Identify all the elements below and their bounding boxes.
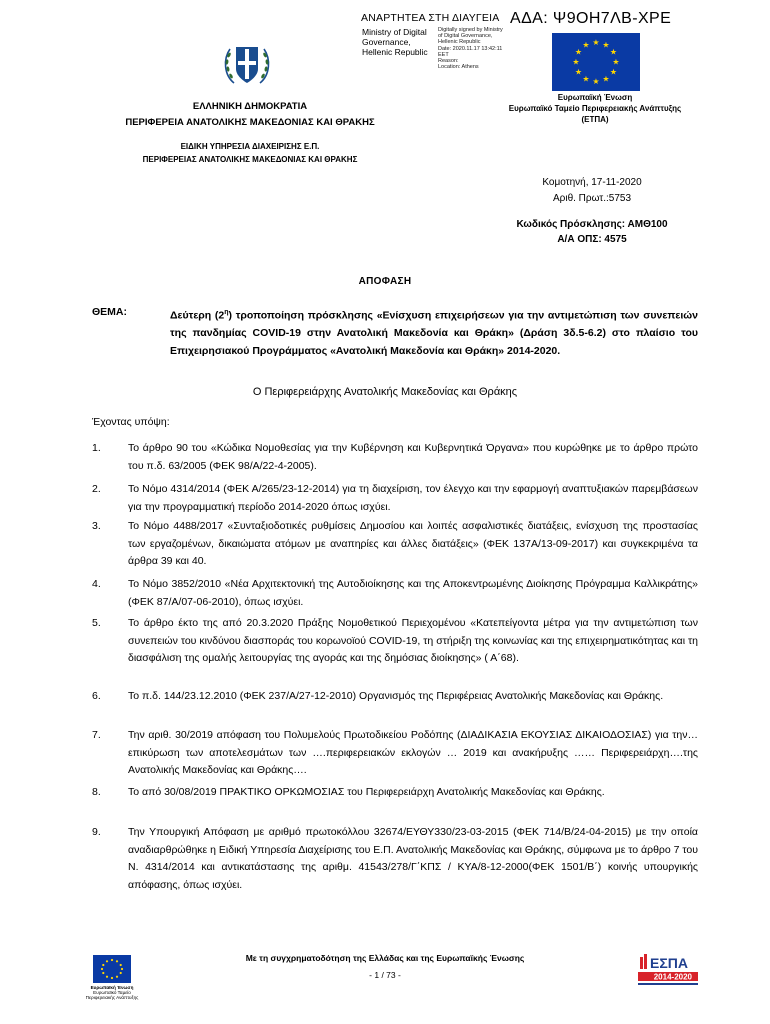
eu-line: (ΕΤΠΑ) bbox=[581, 115, 609, 124]
svg-text:★: ★ bbox=[609, 47, 618, 57]
managing-authority bbox=[110, 141, 390, 166]
list-item-text: Το Νόμο 4314/2014 (ΦΕΚ Α/265/23-12-2014) για τη διαχείριση, τον έλεγχο και την εφαρμογή αναπτυξιακών παρεμβάσεων για την προγραμματική περίοδο 2014-2020 όπως ισχύει. bbox=[128, 483, 698, 513]
list-item-text: Την Υπουργική Απόφαση με αριθμό πρωτοκόλλου 32674/ΕΥΘΥ330/23-03-2015 (ΦΕΚ 714/Β/24-04-2015) με την οποία αναδιαρθρώθηκε η Ειδική Υπηρεσία Διαχείρισης του Ε.Π. Ανατολικής Μακεδονίας και Θράκης, σύμφωνα με το άρθρο 7 του Ν. 4314/2014 και αντικατάστασης της αριθμ. 41543/278/Γ΄ΚΠΣ / ΚΥΑ/8-12-2000(ΦΕΚ 1501/Β΄) κοινής υπουργικής απόφασης, όπως ισχύει. bbox=[128, 826, 698, 891]
subject-prefix: Δεύτερη (2 bbox=[170, 309, 225, 322]
svg-text:★: ★ bbox=[592, 38, 600, 47]
considering-heading: Έχοντας υπόψη: bbox=[92, 416, 170, 428]
list-item-number: 6. bbox=[92, 690, 101, 702]
eu-fund-small-caption bbox=[82, 985, 142, 1000]
svg-text:★: ★ bbox=[602, 40, 610, 50]
authority-line: ΠΕΡΙΦΕΡΕΙΑ ΑΝΑΤΟΛΙΚΗΣ ΜΑΚΕΔΟΝΙΑΣ ΚΑΙ ΘΡΑΚΗΣ bbox=[125, 117, 375, 128]
list-item-number: 4. bbox=[92, 578, 101, 590]
list-item-number: 2. bbox=[92, 483, 101, 495]
subject-text bbox=[170, 304, 698, 360]
signing-authority bbox=[362, 28, 442, 57]
protocol-number: Αριθ. Πρωτ.:5753 bbox=[552, 193, 632, 204]
call-code-block bbox=[480, 217, 704, 247]
list-item-number: 7. bbox=[92, 729, 101, 741]
authority-line: ΕΛΛΗΝΙΚΗ ΔΗΜΟΚΡΑΤΙΑ bbox=[192, 101, 308, 112]
signature-line: of Digital Governance, bbox=[438, 33, 493, 40]
ministry-line: Hellenic Republic bbox=[362, 46, 428, 57]
svg-text:★: ★ bbox=[592, 77, 600, 86]
eu-small-line: Ευρωπαϊκή Ένωση bbox=[90, 985, 134, 990]
espa-years: 2014-2020 bbox=[653, 972, 692, 982]
svg-text:★: ★ bbox=[612, 57, 620, 67]
signature-line: Reason: bbox=[438, 58, 459, 65]
signature-line: Digitally signed by Ministry bbox=[438, 27, 503, 33]
regional-governor-heading: Ο Περιφερειάρχης Ανατολικής Μακεδονίας και Θράκης bbox=[252, 386, 518, 398]
svg-text:★: ★ bbox=[572, 57, 580, 67]
list-item-number: 8. bbox=[92, 786, 101, 798]
subject-rest: ) τροποποίηση πρόσκλησης «Ενίσχυση επιχειρήσεων για την αντιμετώπιση των συνεπειών της πανδημίας COVID-19 στην Ανατολική Μακεδονία και Θράκη» (Δράση 3δ.5-6.2) στο πλαίσιο του Επιχειρησιακού Προγράμματος «Ανατολική Μακεδονία και Θράκη» 2014-2020. bbox=[170, 309, 698, 357]
ministry-line: Governance, bbox=[362, 36, 411, 47]
date-protocol-block bbox=[480, 175, 704, 207]
ops-number: Α/Α ΟΠΣ: 4575 bbox=[557, 234, 627, 245]
signature-line: Date: 2020.11.17 13:42:11 bbox=[438, 45, 503, 52]
document-date: Κομοτηνή, 17-11-2020 bbox=[542, 177, 642, 188]
list-item-number: 3. bbox=[92, 520, 101, 532]
svg-text:★: ★ bbox=[602, 74, 610, 84]
signature-line: EET bbox=[438, 51, 449, 58]
greek-coat-of-arms-icon bbox=[220, 37, 274, 91]
svg-text:★: ★ bbox=[609, 67, 618, 77]
svg-text:★: ★ bbox=[582, 40, 590, 50]
subject-label: ΘΕΜΑ: bbox=[92, 306, 127, 318]
signature-line: Hellenic Republic bbox=[438, 39, 481, 46]
ada-code: ΑΔΑ: Ψ9ΟΗ7ΛΒ-ΧΡΕ bbox=[510, 10, 672, 27]
eu-small-line: Περιφερειακής Ανάπτυξης bbox=[85, 995, 139, 1000]
list-item-number: 9. bbox=[92, 826, 101, 838]
list-item-number: 5. bbox=[92, 617, 101, 629]
signature-label: ΑΝΑΡΤΗΤΕΑ ΣΤΗ ΔΙΑΥΓΕΙΑ bbox=[361, 12, 500, 24]
signature-line: Location: Athens bbox=[438, 64, 479, 71]
svg-text:★: ★ bbox=[574, 67, 583, 77]
espa-logo bbox=[636, 951, 700, 989]
eu-line: Ευρωπαϊκή Ένωση bbox=[557, 93, 633, 102]
eu-flag-icon bbox=[552, 33, 640, 91]
page-number: - 1 / 73 - bbox=[369, 970, 401, 980]
issuing-authority bbox=[110, 99, 390, 131]
ministry-line: Ministry of Digital bbox=[362, 27, 427, 37]
espa-logo-text: ΕΣΠΑ bbox=[650, 955, 688, 971]
list-item-text: Το π.δ. 144/23.12.2010 (ΦΕΚ 237/Α/27-12-2010) Οργανισμός της Περιφέρειας Ανατολικής Μακεδονίας και Θράκης. bbox=[128, 690, 664, 702]
list-item-text: Την αριθ. 30/2019 απόφαση του Πολυμελούς Πρωτοδικείου Ροδόπης (ΔΙΑΔΙΚΑΣΙΑ ΕΚΟΥΣΙΑΣ ΔΙΚΑΙΟΔΟΣΙΑΣ) για την… επικύρωση των αποτελεσμάτων των ….περιφερειακών εκλογών … 2019 και ανακήρυξης …… Περιφερειάρχη….της Ανατολικής Μακεδονίας και Θράκης…. bbox=[128, 729, 698, 776]
list-item-text: Το άρθρο έκτο της από 20.3.2020 Πράξης Νομοθετικού Περιεχομένου «Κατεπείγοντα μέτρα για την αντιμετώπιση των συνεπειών του κινδύνου διασποράς του κορωνοϊού COVID-19, τη στήριξη της κοινωνίας και της επιχειρηματικότητας και τη διασφάλιση της ομαλής λειτουργίας της αγοράς και της δημόσιας διοίκησης» ( Α΄68). bbox=[128, 617, 698, 664]
list-item-text: Το άρθρο 90 του «Κώδικα Νομοθεσίας για την Κυβέρνηση και Κυβερνητικά Όργανα» που κυρώθηκε με το άρθρο πρώτο του π.δ. 63/2005 (ΦΕΚ 98/Α/22-4-2005). bbox=[128, 442, 698, 472]
document-title: ΑΠΟΦΑΣΗ bbox=[358, 276, 412, 287]
subject-superscript: η bbox=[224, 309, 229, 316]
call-code: Κωδικός Πρόσκλησης: ΑΜΘ100 bbox=[516, 219, 668, 230]
list-item-number: 1. bbox=[92, 442, 101, 454]
management-line: ΕΙΔΙΚΗ ΥΠΗΡΕΣΙΑ ΔΙΑΧΕΙΡΙΣΗΣ Ε.Π. bbox=[180, 142, 320, 151]
list-item-text: Το από 30/08/2019 ΠΡΑΚΤΙΚΟ ΟΡΚΩΜΟΣΙΑΣ του Περιφερειάρχη Ανατολικής Μακεδονίας και Θράκης. bbox=[128, 786, 605, 798]
eu-line: Ευρωπαϊκό Ταμείο Περιφερειακής Ανάπτυξης bbox=[508, 104, 682, 113]
eu-fund-caption bbox=[470, 92, 720, 125]
management-line: ΠΕΡΙΦΕΡΕΙΑΣ ΑΝΑΤΟΛΙΚΗΣ ΜΑΚΕΔΟΝΙΑΣ ΚΑΙ ΘΡΑΚΗΣ bbox=[142, 154, 358, 164]
digital-signature-details bbox=[438, 27, 528, 70]
list-item-text: Το Νόμο 4488/2017 «Συνταξιοδοτικές ρυθμίσεις Δημοσίου και λοιπές ασφαλιστικές διατάξεις, ενίσχυση της προστασίας των εργαζομένων, δικαιώματα ατόμων με αναπηρίες και άλλες διατάξεις» (ΦΕΚ 137Α/13-09-2017) και συγκεκριμένα τα άρθρα 39 και 40. bbox=[128, 520, 698, 567]
svg-text:★: ★ bbox=[574, 47, 583, 57]
svg-text:★: ★ bbox=[582, 74, 590, 84]
list-item-text: Το Νόμο 3852/2010 «Νέα Αρχιτεκτονική της Αυτοδιοίκησης και της Αποκεντρωμένης Διοίκησης Πρόγραμμα Καλλικράτης» (ΦΕΚ 87/Α/07-06-2010), όπως ισχύει. bbox=[128, 578, 698, 608]
cofinancing-note: Με τη συγχρηματοδότηση της Ελλάδας και της Ευρωπαϊκής Ένωσης bbox=[245, 953, 525, 963]
eu-small-line: Ευρωπαϊκό Ταμείο bbox=[93, 990, 131, 995]
